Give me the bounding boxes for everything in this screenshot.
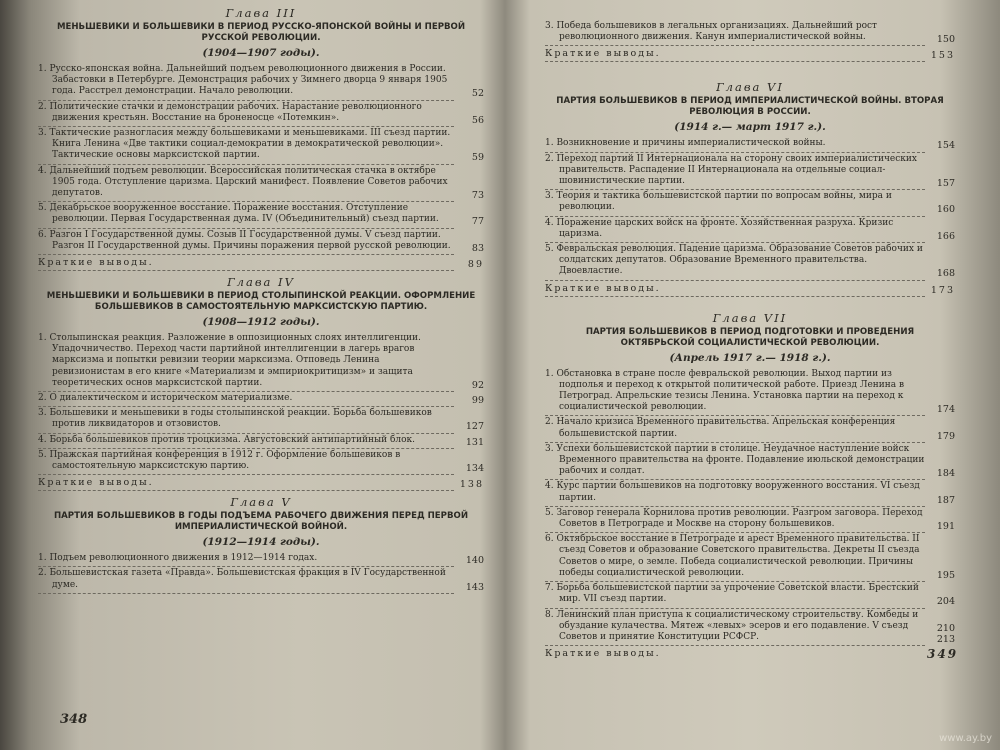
watermark: www.ay.by: [939, 733, 992, 744]
page-number: 56: [471, 114, 484, 126]
toc-entry: 1. Возникновение и причины империалистической войны. 154: [545, 138, 955, 152]
chapter-title: Глава VI: [716, 80, 784, 95]
chapter-3: [38, 6, 484, 271]
toc-entry: 2. Начало кризиса Временного правительства. Апрельская конференция большевистской партии. 179: [545, 417, 955, 442]
toc-entry: 1. Подъем революционного движения в 1912—1914 годах. 140: [38, 553, 484, 567]
toc-entry: 5. Пражская партийная конференция в 1912 г. Оформление большевиков в самостоятельную марксистскую партию. 134: [38, 449, 484, 475]
page-number: 52: [471, 88, 484, 100]
chapter-5: [38, 495, 484, 594]
toc-entry: 1. Обстановка в стране после февральской революции. Выход партии из подполья и переход к открытой политической работе. Приезд Ленина в Петроград. Апрельские тезисы Ленина. Установка партии на переход к социалистической революции. 174: [545, 368, 955, 416]
page-number: 73: [471, 190, 484, 202]
toc-entry: 5. Февральская революция. Падение царизма. Образование Советов рабочих и солдатских депутатов. Образование Временного правительства. Двоевластие. 168: [545, 244, 955, 280]
summary-entry: Краткие выводы. 138: [38, 477, 484, 491]
page-number: 168: [936, 268, 955, 280]
chapter-title: Глава VII: [712, 310, 788, 325]
page-number: 160: [936, 204, 955, 216]
chapter-7: [545, 310, 959, 662]
page-number: 92: [471, 379, 484, 391]
page-number: 59: [471, 152, 484, 164]
page-number: 83: [471, 242, 484, 254]
right-page: [545, 0, 959, 750]
folio-left: 348: [60, 712, 88, 727]
chapter-years: (Апрель 1917 г.— 1918 г.).: [669, 351, 831, 364]
toc-entry: 3. Теория и тактика большевистской партии по вопросам войны, мира и революции. 160: [545, 191, 955, 216]
summary-entry: Краткие выводы. 349: [545, 647, 959, 662]
chapter-4: [38, 275, 484, 491]
toc-entry: 6. Октябрьское восстание в Петрограде и арест Временного правительства. II съезд Советов и образование Советского правительства. Декреты II съезда Советов о мире, о земле. Победа социалистической революции. Причины победы социалистической революции. 195: [545, 534, 955, 581]
page-number: 173: [930, 284, 955, 296]
page-number: 77: [471, 216, 484, 228]
toc-entry: 4. Поражение царских войск на фронте. Хозяйственная разруха. Кризис царизма. 166: [545, 217, 955, 242]
page-number: 213: [936, 633, 955, 645]
page-number: 157: [936, 178, 955, 190]
toc-entry: 1. Русско-японская война. Дальнейший подъем революционного движения в России. Забастовки в Петербурге. Демонстрация рабочих у Зимнего дворца 9 января 1905 года. Расстрел демонстрации. Начало революции. 52: [38, 64, 484, 100]
summary-entry: Краткие выводы. 173: [545, 282, 955, 296]
page-number: 210: [936, 622, 955, 634]
chapter-years: (1912—1914 годы).: [202, 536, 320, 549]
toc-entry: 4. Курс партии большевиков на подготовку вооруженного восстания. VI съезд партии. 187: [545, 481, 955, 506]
chapter-years: (1914 г.— март 1917 г.).: [674, 121, 826, 134]
page-number: 154: [936, 140, 955, 152]
page-number: 184: [936, 468, 955, 480]
page-number: 150: [936, 34, 955, 46]
toc-entry: 4. Дальнейший подъем революции. Всероссийская политическая стачка в октябре 1905 года. Отступление царизма. Царский манифест. Появление Советов рабочих депутатов. 73: [38, 165, 484, 202]
page-number: 138: [459, 479, 484, 491]
page-number: 89: [467, 259, 484, 271]
chapter-heading: ПАРТИЯ БОЛЬШЕВИКОВ В ГОДЫ ПОДЪЕМА РАБОЧЕГО ДВИЖЕНИЯ ПЕРЕД ПЕРВОЙ ИМПЕРИАЛИСТИЧЕСКОЙ ВОЙНОЙ.: [53, 511, 469, 533]
chapter-heading: ПАРТИЯ БОЛЬШЕВИКОВ В ПЕРИОД ИМПЕРИАЛИСТИЧЕСКОЙ ВОЙНЫ. ВТОРАЯ РЕВОЛЮЦИЯ В РОССИИ.: [556, 96, 944, 118]
chapter-heading: ПАРТИЯ БОЛЬШЕВИКОВ В ПЕРИОД ПОДГОТОВКИ И ПРОВЕДЕНИЯ ОКТЯБРЬСКОЙ СОЦИАЛИСТИЧЕСКОЙ РЕВОЛЮЦИИ.: [585, 326, 915, 348]
left-page: [38, 0, 484, 750]
toc-entry: 3. Успехи большевистской партии в столице. Неудачное наступление войск Временного правительства на фронте. Подавление июльской демонстрации рабочих и солдат. 184: [545, 443, 955, 480]
folio-right: 349: [927, 647, 959, 662]
toc-entry: 4. Борьба большевиков против троцкизма. Августовский антипартийный блок. 131: [38, 434, 484, 448]
toc-entry: 8. Ленинский план приступа к социалистическому строительству. Комбеды и обуздание кулачества. Мятеж «левых» эсеров и его подавление. V съезд Советов и принятие Конституции РСФСР. 210 213: [545, 609, 955, 645]
page-number: 153: [930, 50, 955, 62]
toc-entry: 3. Победа большевиков в легальных организациях. Дальнейший рост революционного движения. Канун империалистической войны. 150: [545, 21, 955, 46]
page-number: 195: [936, 569, 955, 581]
page-number: 166: [936, 230, 955, 242]
toc-entry: 3. Тактические разногласия между большевиками и меньшевиками. III съезд партии. Книга Ленина «Две тактики социал-демократии в демократической революции». Тактические основы марксистской партии. 59: [38, 128, 484, 164]
toc-entry: 5. Декабрьское вооруженное восстание. Поражение восстания. Отступление революции. Первая Государственная дума. IV (Объединительный) съезд партии. 77: [38, 203, 484, 228]
page-number: 191: [936, 521, 955, 533]
page-number: 179: [936, 430, 955, 442]
chapter-years: (1908—1912 годы).: [202, 316, 320, 329]
chapter-heading: МЕНЬШЕВИКИ И БОЛЬШЕВИКИ В ПЕРИОД СТОЛЫПИНСКОЙ РЕАКЦИИ. ОФОРМЛЕНИЕ БОЛЬШЕВИКОВ В САМОСТОЯТЕЛЬНУЮ МАРКСИСТСКУЮ ПАРТИЮ.: [46, 291, 476, 313]
chapter-5-continued: [545, 20, 955, 62]
page-number: 134: [465, 463, 484, 475]
summary-entry: Краткие выводы. 89: [38, 257, 484, 271]
toc-entry: 2. Политические стачки и демонстрации рабочих. Нарастание революционного движения крестьян. Восстание на броненосце «Потемкин». 56: [38, 101, 484, 126]
page-number: 140: [465, 555, 484, 567]
toc-entry: 1. Столыпинская реакция. Разложение в оппозиционных слоях интеллигенции. Упадочничество. Переход части партийной интеллигенции в лагерь врагов марксизма и попытки ревизии теории марксизма. Отповедь Ленина ревизионистам в его книге «Материализм и эмпириокритицизм» и защита теоретических основ марксистской партии. 92: [38, 333, 484, 391]
toc-entry: 2. О диалектическом и историческом материализме. 99: [38, 393, 484, 407]
toc-entry: 6. Разгон I Государственной думы. Созыв II Государственной думы. V съезд партии. Разгон II Государственной думы. Причины поражения первой русской революции. 83: [38, 229, 484, 254]
toc-entry: 5. Заговор генерала Корнилова против революции. Разгром заговора. Переход Советов в Петрограде и Москве на сторону большевиков. 191: [545, 507, 955, 533]
toc-entry: 2. Переход партий II Интернационала на сторону своих империалистических правительств. Распадение II Интернационала на отдельные социал-шовинистические партии. 157: [545, 153, 955, 190]
toc-entry: 2. Большевистская газета «Правда». Большевистская фракция в IV Государственной думе. 143: [38, 568, 484, 593]
toc-entry: 3. Большевики и меньшевики в годы столыпинской реакции. Борьба большевиков против ликвидаторов и отзовистов. 127: [38, 408, 484, 433]
summary-entry: Краткие выводы. 153: [545, 48, 955, 62]
page-number: 143: [465, 581, 484, 593]
chapter-6: [545, 80, 955, 296]
page-number: 99: [471, 395, 484, 407]
page-number: 131: [465, 436, 484, 448]
chapter-title: Глава IV: [227, 275, 295, 290]
toc-entry: 7. Борьба большевистской партии за упрочение Советской власти. Брестский мир. VII съезд партии. 204: [545, 583, 955, 608]
page-number: 187: [936, 494, 955, 506]
chapter-title: Глава III: [225, 6, 297, 20]
chapter-years: (1904—1907 годы).: [202, 47, 320, 59]
chapter-heading: МЕНЬШЕВИКИ И БОЛЬШЕВИКИ В ПЕРИОД РУССКО-ЯПОНСКОЙ ВОЙНЫ И ПЕРВОЙ РУССКОЙ РЕВОЛЮЦИИ.: [56, 22, 466, 43]
page-number: 127: [465, 421, 484, 433]
page-number: 174: [936, 404, 955, 416]
page-number: 204: [936, 596, 955, 608]
chapter-title: Глава V: [230, 495, 292, 510]
